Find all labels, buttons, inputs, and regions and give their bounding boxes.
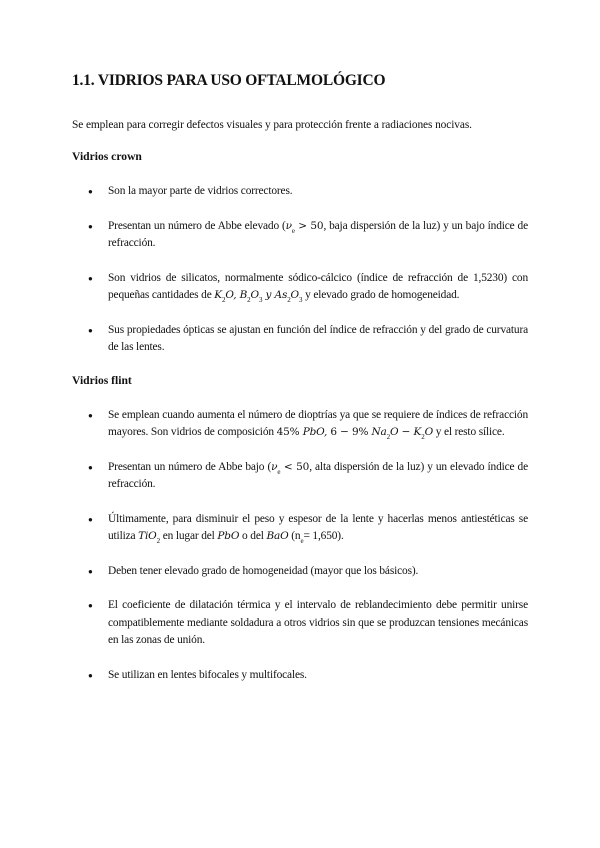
list-item: ● Presentan un número de Abbe bajo ($\nu_e < 50$, alta dispersión de la luz) y un elevado índice de refracción. bbox=[72, 459, 528, 494]
crown-list bbox=[72, 183, 528, 357]
intro-paragraph: Se emplean para corregir defectos visuales y para protección frente a radiaciones nocivas. bbox=[72, 119, 472, 131]
list-item: ● Son vidrios de silicatos, normalmente sódico-cálcico (índice de refracción de 1,5230) con pequeñas cantidades de $K_2O$, $B_2O_3$ y $As_2O_3$ y elevado grado de homogeneidad. bbox=[72, 270, 528, 305]
list-item: ● Son la mayor parte de vidrios correctores. bbox=[72, 183, 528, 201]
list-item: ● Presentan un número de Abbe elevado ($\nu_e > 50$, baja dispersión de la luz) y un bajo índice de refracción. bbox=[72, 218, 528, 253]
list-item: ● El coeficiente de dilatación térmica y el intervalo de reblandecimiento debe permitir unirse compatiblemente mediante soldadura a otros vidrios sin que se produzcan tensiones mecánicas en las zonas de unión. bbox=[72, 597, 528, 650]
section-title: 1.1. VIDRIOS PARA USO OFTALMOLÓGICO bbox=[72, 72, 386, 89]
list-item: ● Se utilizan en lentes bifocales y multifocales. bbox=[72, 667, 528, 685]
list-item: ● Se emplean cuando aumenta el número de dioptrías ya que se requiere de índices de refracción mayores. Son vidrios de composición 45% PbO, 6 − 9% $Na_2O - K_2O$ y el resto sílice. bbox=[72, 407, 528, 442]
list-item: ● Últimamente, para disminuir el peso y espesor de la lente y hacerlas menos antiestéticas se utiliza TiO$_2$ en lugar del PbO o del BaO $(n_e= 1,650)$. bbox=[72, 511, 528, 546]
flint-list bbox=[72, 407, 528, 685]
list-item: ● Deben tener elevado grado de homogeneidad (mayor que los básicos). bbox=[72, 563, 528, 581]
list-item: ● Sus propiedades ópticas se ajustan en función del índice de refracción y del grado de curvatura de las lentes. bbox=[72, 322, 528, 357]
flint-heading: Vidrios flint bbox=[72, 373, 132, 387]
crown-heading: Vidrios crown bbox=[72, 150, 142, 163]
